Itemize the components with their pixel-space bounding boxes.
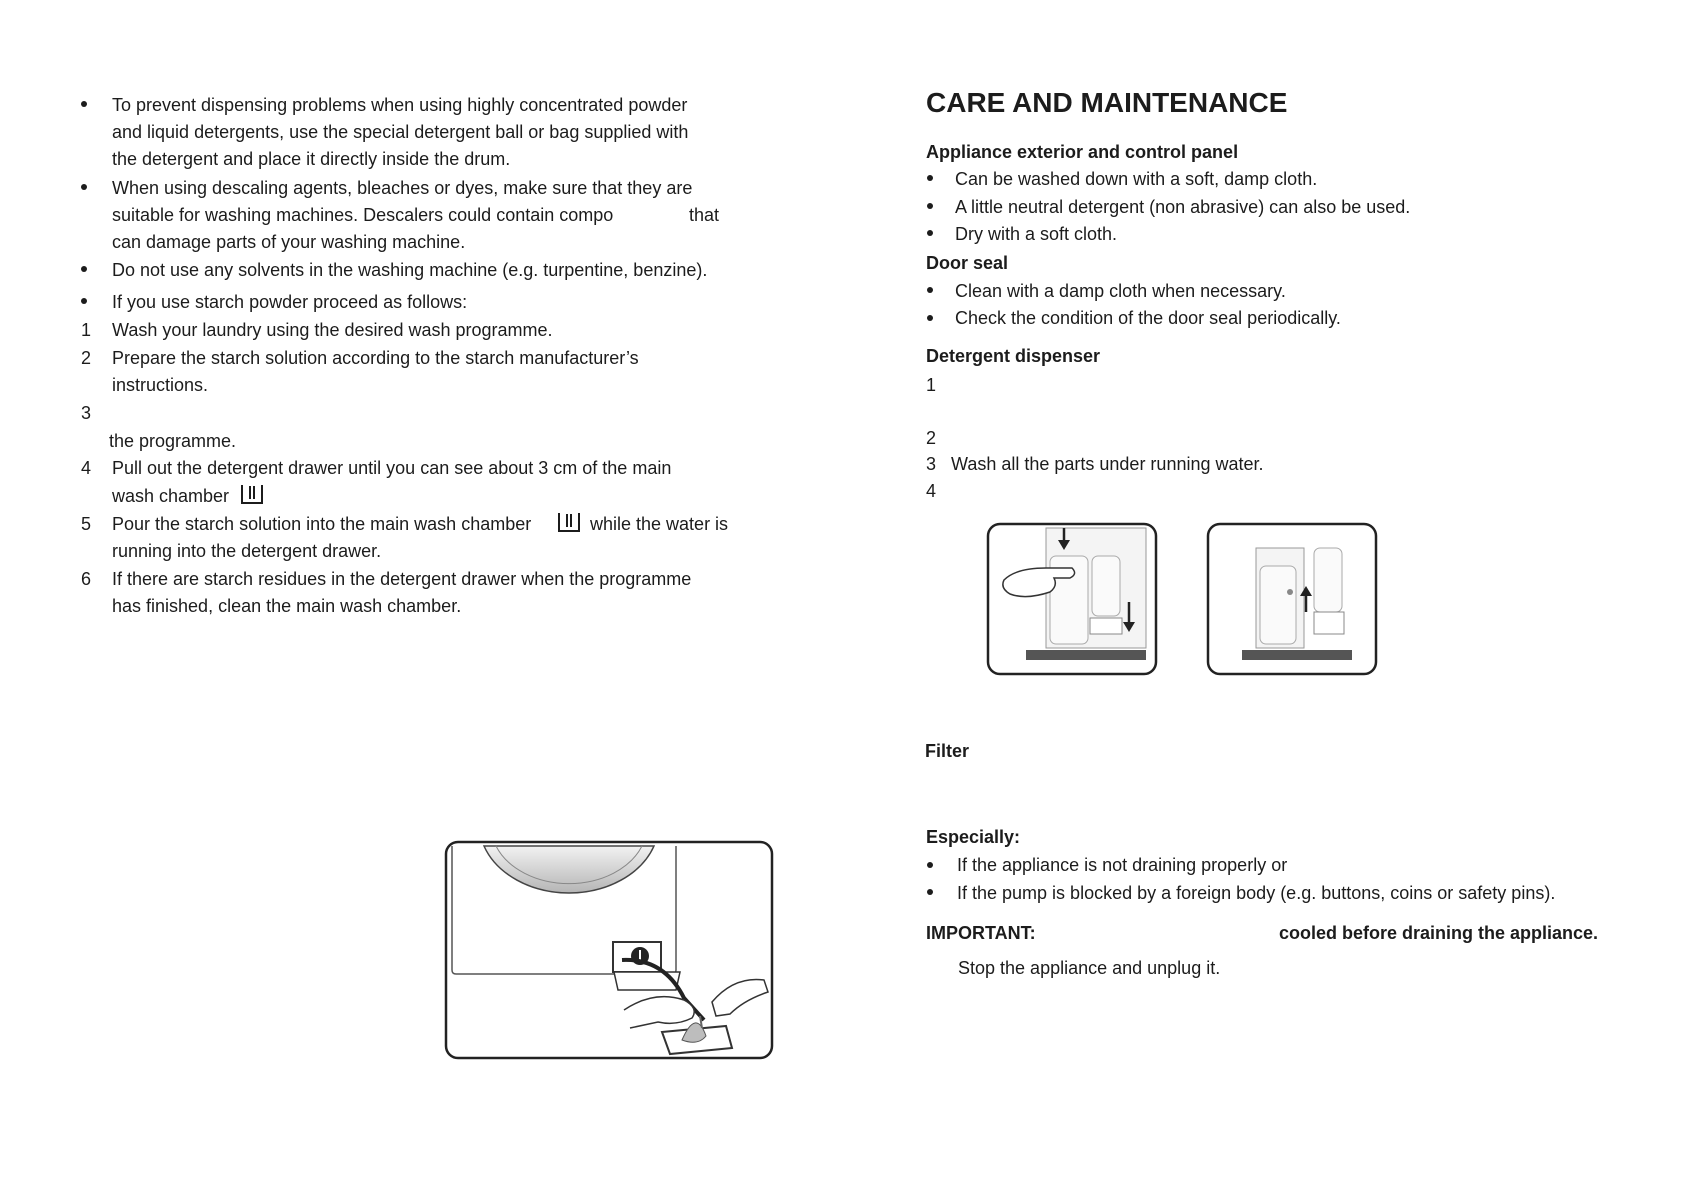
bullet-text: Dry with a soft cloth. bbox=[955, 224, 1118, 244]
step-number: 3 bbox=[926, 454, 937, 474]
instruction-text: Stop the appliance and unplug it. bbox=[958, 958, 1221, 978]
step-text: has finished, clean the main wash chamber. bbox=[112, 596, 462, 616]
main-wash-chamber-symbol bbox=[557, 511, 581, 533]
bullet-text: Check the condition of the door seal periodically. bbox=[955, 308, 1341, 328]
bullet-dot bbox=[81, 101, 87, 107]
section-heading: Detergent dispenser bbox=[926, 346, 1101, 366]
bullet-text: If the appliance is not draining properly or bbox=[957, 855, 1288, 875]
bullet-text: that bbox=[689, 205, 720, 225]
main-wash-chamber-symbol bbox=[240, 483, 262, 503]
step-text: wash chamber bbox=[112, 486, 230, 506]
bullet-dot bbox=[927, 175, 933, 181]
step-text: Pour the starch solution into the main wash chamber bbox=[112, 514, 532, 534]
bullet-dot bbox=[81, 298, 87, 304]
bullet-text: A little neutral detergent (non abrasive) can also be used. bbox=[955, 197, 1411, 217]
step-number: 4 bbox=[81, 458, 92, 478]
step-text: Wash your laundry using the desired wash programme. bbox=[112, 320, 553, 340]
bullet-text: Do not use any solvents in the washing machine (e.g. turpentine, benzine). bbox=[112, 260, 708, 280]
bullet-dot bbox=[927, 862, 933, 868]
bullet-text: Can be washed down with a soft, damp cloth. bbox=[955, 169, 1318, 189]
step-text: while the water is bbox=[590, 514, 729, 534]
section-heading: Filter bbox=[925, 741, 970, 761]
section-heading: Especially: bbox=[926, 827, 1021, 847]
step-text: the programme. bbox=[109, 431, 237, 451]
chamber-icon bbox=[557, 511, 581, 533]
step-number: 4 bbox=[926, 481, 937, 501]
bullet-text: suitable for washing machines. Descalers could contain compo bbox=[112, 205, 614, 225]
important-label: IMPORTANT: bbox=[926, 923, 1036, 943]
bullet-dot bbox=[81, 266, 87, 272]
bullet-dot bbox=[927, 315, 933, 321]
step-number: 6 bbox=[81, 569, 92, 589]
bullet-text: can damage parts of your washing machine. bbox=[112, 232, 466, 252]
step-text: instructions. bbox=[112, 375, 209, 395]
filter-illustration bbox=[444, 840, 774, 1060]
dispenser-illustration-remove bbox=[1206, 522, 1378, 676]
step-text: Wash all the parts under running water. bbox=[951, 454, 1264, 474]
bullet-text: If you use starch powder proceed as follows: bbox=[112, 292, 468, 312]
step-text: Pull out the detergent drawer until you can see about 3 cm of the main bbox=[112, 458, 672, 478]
bullet-text: Clean with a damp cloth when necessary. bbox=[955, 281, 1286, 301]
page-title: CARE AND MAINTENANCE bbox=[926, 87, 1288, 118]
important-text: cooled before draining the appliance. bbox=[1279, 923, 1599, 943]
step-text: running into the detergent drawer. bbox=[112, 541, 382, 561]
bullet-text: If the pump is blocked by a foreign body (e.g. buttons, coins or safety pins). bbox=[957, 883, 1556, 903]
bullet-dot bbox=[927, 889, 933, 895]
bullet-dot bbox=[927, 230, 933, 236]
bullet-text: To prevent dispensing problems when using highly concentrated powder bbox=[112, 95, 688, 115]
section-heading: Door seal bbox=[926, 253, 1009, 273]
step-number: 5 bbox=[81, 514, 92, 534]
bullet-text: When using descaling agents, bleaches or dyes, make sure that they are bbox=[112, 178, 693, 198]
bullet-dot bbox=[927, 203, 933, 209]
step-text: If there are starch residues in the detergent drawer when the programme bbox=[112, 569, 692, 589]
chamber-icon bbox=[240, 483, 264, 505]
dispenser-illustration-press bbox=[986, 522, 1158, 676]
step-number: 1 bbox=[81, 320, 92, 340]
bullet-text: the detergent and place it directly inside the drum. bbox=[112, 149, 511, 169]
bullet-dot bbox=[927, 287, 933, 293]
step-number: 2 bbox=[81, 348, 92, 368]
bullet-dot bbox=[81, 184, 87, 190]
step-number: 1 bbox=[926, 375, 937, 395]
step-number: 2 bbox=[926, 428, 937, 448]
step-text: Prepare the starch solution according to the starch manufacturer’s bbox=[112, 348, 639, 368]
section-heading: Appliance exterior and control panel bbox=[926, 142, 1239, 162]
step-number: 3 bbox=[81, 403, 92, 423]
bullet-text: and liquid detergents, use the special detergent ball or bag supplied with bbox=[112, 122, 689, 142]
